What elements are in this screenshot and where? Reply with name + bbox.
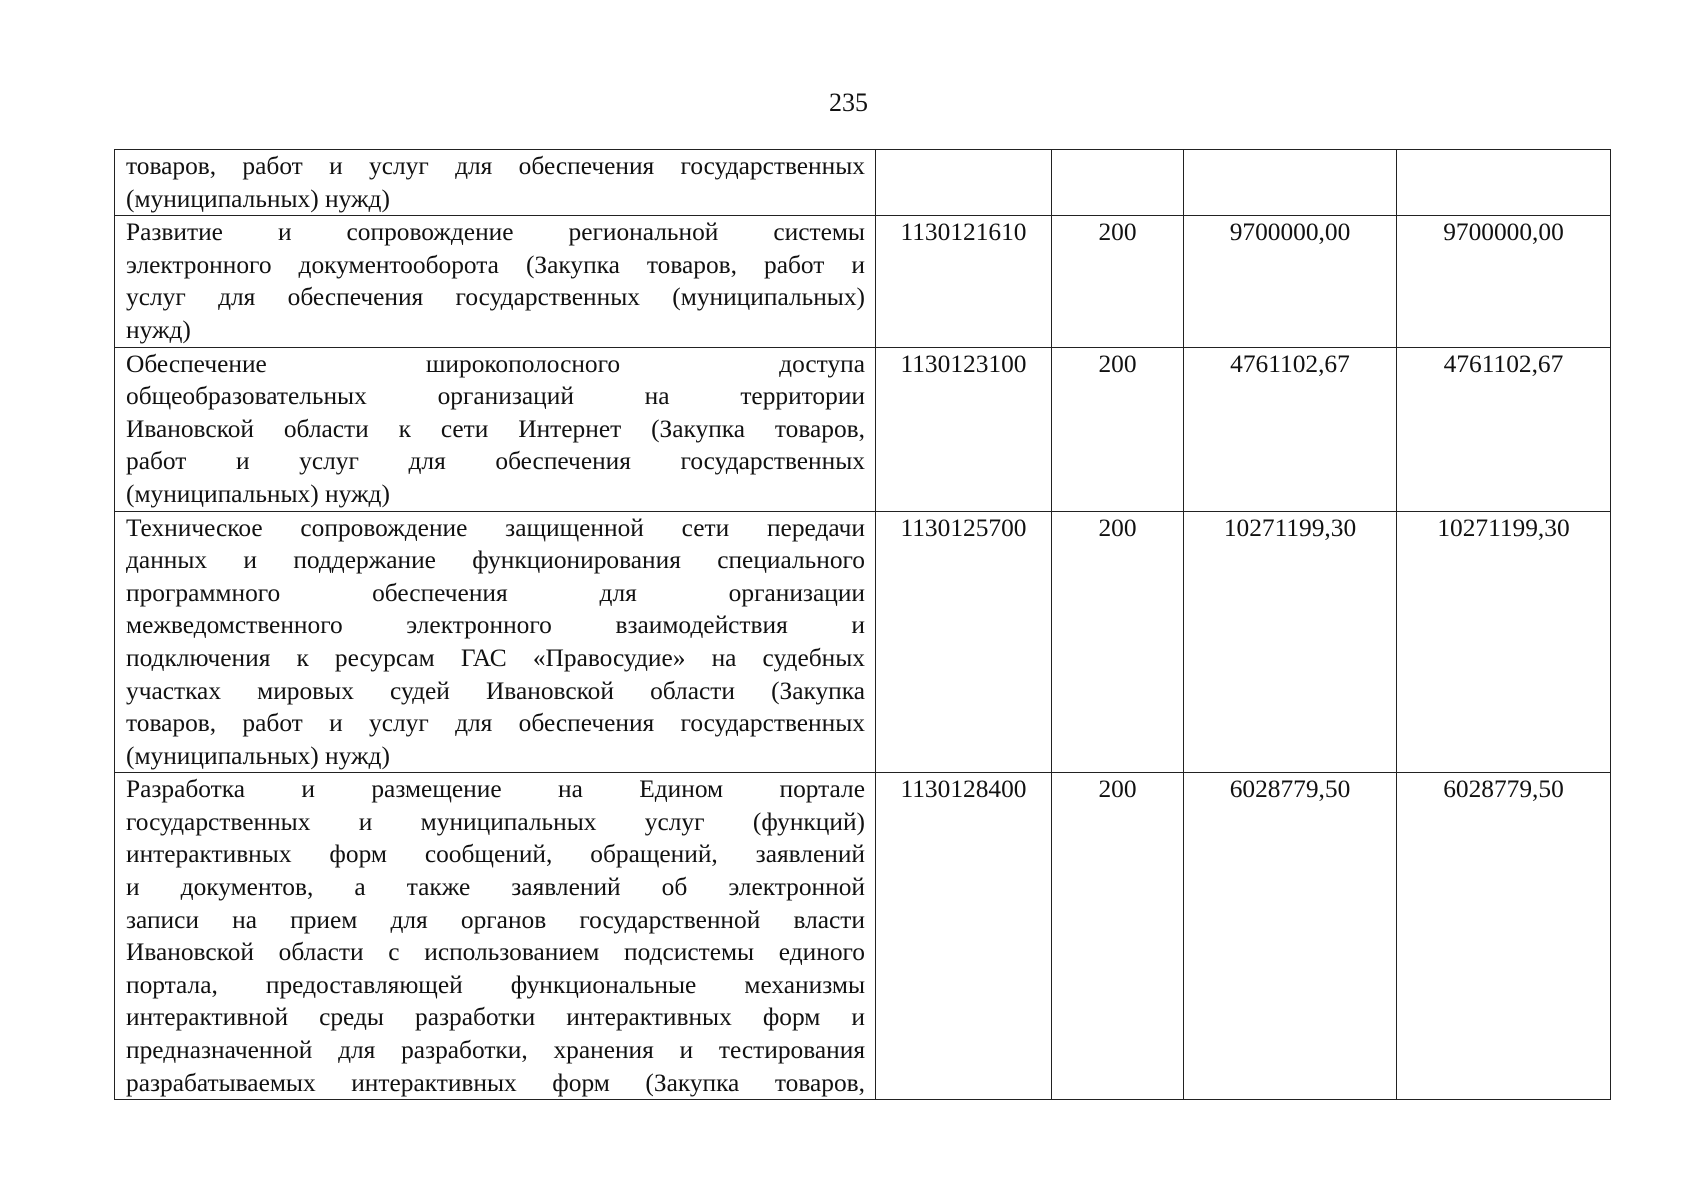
page-number: 235 bbox=[829, 88, 868, 117]
description-line: Ивановской области с использованием подсистемы единого bbox=[126, 938, 865, 967]
description-line: данных и поддержание функционирования специального bbox=[126, 546, 865, 575]
amount-cell-1: 10271199,30 bbox=[1184, 511, 1397, 773]
description-line: государственных и муниципальных услуг (функций) bbox=[126, 807, 865, 836]
description-line: Обеспечение широкополосного доступа bbox=[126, 349, 865, 378]
amount-cell-1 bbox=[1184, 150, 1397, 216]
description-line: записи на прием для органов государственной власти bbox=[126, 905, 865, 934]
expense-description-cell bbox=[115, 347, 876, 511]
description-line: (муниципальных) нужд) bbox=[126, 741, 390, 770]
expense-description-cell bbox=[115, 511, 876, 773]
description-line: услуг для обеспечения государственных (муниципальных) bbox=[126, 283, 865, 312]
amount-cell-1: 6028779,50 bbox=[1184, 773, 1397, 1100]
table-row bbox=[115, 511, 1611, 773]
budget-table-body bbox=[115, 150, 1611, 1100]
expense-description-cell bbox=[115, 216, 876, 347]
budget-table bbox=[114, 149, 1611, 1100]
amount-cell-2: 4761102,67 bbox=[1397, 347, 1611, 511]
table-row bbox=[115, 216, 1611, 347]
description-line: портала, предоставляющей функциональные механизмы bbox=[126, 970, 865, 999]
description-line: межведомственного электронного взаимодействия и bbox=[126, 611, 865, 640]
description-line: программного обеспечения для организации bbox=[126, 578, 865, 607]
description-line: Разработка и размещение на Едином портале bbox=[126, 775, 865, 804]
description-line: предназначенной для разработки, хранения и тестирования bbox=[126, 1036, 865, 1065]
description-line: товаров, работ и услуг для обеспечения государственных bbox=[126, 152, 865, 180]
expense-description-cell bbox=[115, 150, 876, 216]
amount-cell-1: 4761102,67 bbox=[1184, 347, 1397, 511]
table-row bbox=[115, 347, 1611, 511]
target-code-cell: 1130121610 bbox=[876, 216, 1052, 347]
description-line: разрабатываемых интерактивных форм (Закупка товаров, bbox=[126, 1068, 865, 1097]
table-row bbox=[115, 150, 1611, 216]
target-code-cell: 1130125700 bbox=[876, 511, 1052, 773]
description-line: работ и услуг для обеспечения государственных bbox=[126, 447, 865, 476]
target-code-cell: 1130123100 bbox=[876, 347, 1052, 511]
amount-cell-2: 6028779,50 bbox=[1397, 773, 1611, 1100]
description-line: (муниципальных) нужд) bbox=[126, 479, 390, 508]
description-line: товаров, работ и услуг для обеспечения государственных bbox=[126, 709, 865, 738]
target-code-cell: 1130128400 bbox=[876, 773, 1052, 1100]
amount-cell-1: 9700000,00 bbox=[1184, 216, 1397, 347]
description-line: нужд) bbox=[126, 315, 191, 344]
description-line: Ивановской области к сети Интернет (Закупка товаров, bbox=[126, 414, 865, 443]
description-line: Развитие и сопровождение региональной системы bbox=[126, 218, 865, 247]
description-line: (муниципальных) нужд) bbox=[126, 184, 390, 213]
description-line: общеобразовательных организаций на территории bbox=[126, 382, 865, 411]
description-line: участках мировых судей Ивановской области (Закупка bbox=[126, 676, 865, 705]
amount-cell-2 bbox=[1397, 150, 1611, 216]
expense-description-cell bbox=[115, 773, 876, 1100]
description-line: интерактивной среды разработки интерактивных форм и bbox=[126, 1003, 865, 1032]
expense-type-cell: 200 bbox=[1052, 511, 1184, 773]
expense-type-cell: 200 bbox=[1052, 347, 1184, 511]
expense-type-cell: 200 bbox=[1052, 773, 1184, 1100]
description-line: подключения к ресурсам ГАС «Правосудие» на судебных bbox=[126, 643, 865, 672]
description-line: интерактивных форм сообщений, обращений, заявлений bbox=[126, 840, 865, 869]
description-line: Техническое сопровождение защищенной сети передачи bbox=[126, 513, 865, 542]
expense-type-cell: 200 bbox=[1052, 216, 1184, 347]
amount-cell-2: 10271199,30 bbox=[1397, 511, 1611, 773]
target-code-cell bbox=[876, 150, 1052, 216]
amount-cell-2: 9700000,00 bbox=[1397, 216, 1611, 347]
description-line: и документов, а также заявлений об электронной bbox=[126, 873, 865, 902]
expense-type-cell bbox=[1052, 150, 1184, 216]
table-row bbox=[115, 773, 1611, 1100]
description-line: электронного документооборота (Закупка товаров, работ и bbox=[126, 250, 865, 279]
